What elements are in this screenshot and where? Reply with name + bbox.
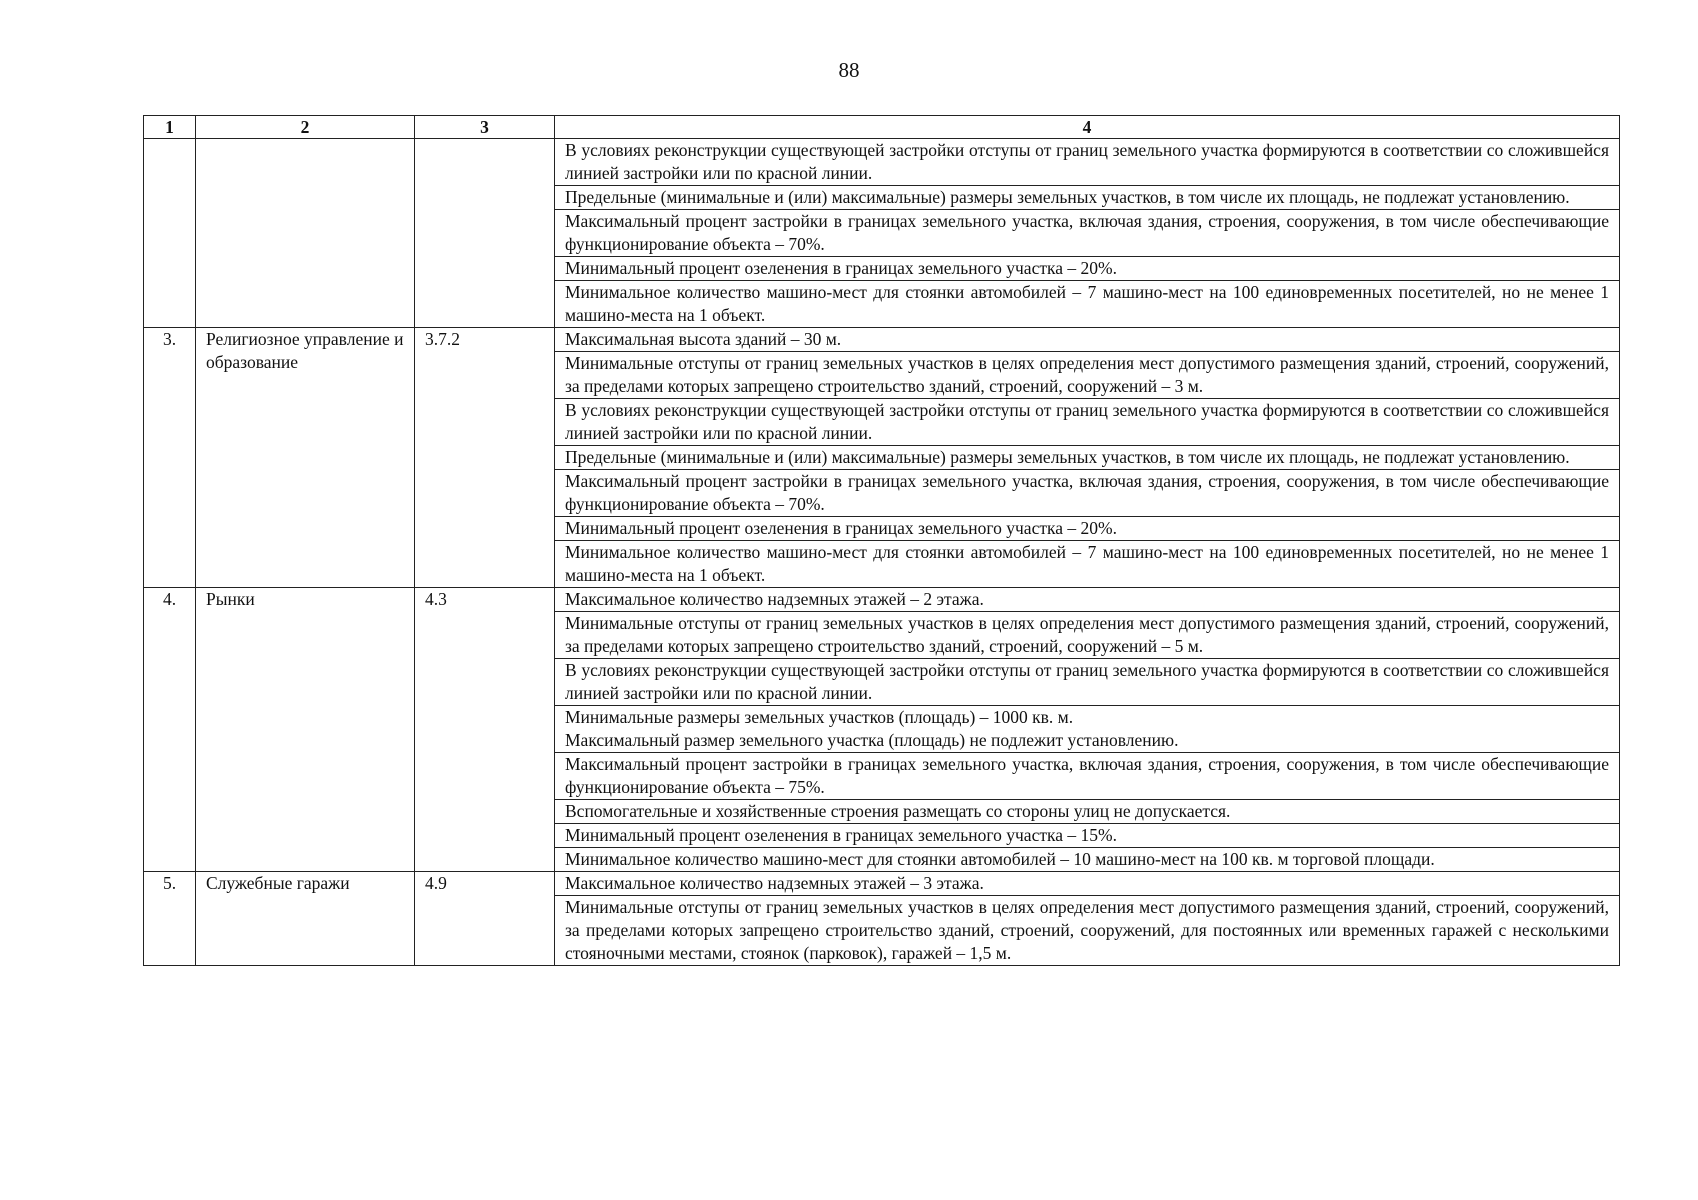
requirement-item: [555, 823, 1619, 847]
requirement-text: Максимальное количество надземных этажей – 3 этажа.: [565, 873, 984, 893]
requirement-text: Вспомогательные и хозяйственные строения размещать со стороны улиц не допускается.: [565, 801, 1231, 821]
requirement-text: В условиях реконструкции существующей застройки отступы от границ земельного участка формируются в соответствии со сложившейся линией застройки или по красной линии.: [565, 660, 1609, 703]
requirement-item: [555, 799, 1619, 823]
use-type-name-cell: Рынки: [196, 588, 415, 872]
use-type-code-cell: 4.3: [415, 588, 555, 872]
table-row: [144, 328, 1620, 588]
requirement-item: [555, 351, 1619, 398]
column-header-3: 3: [415, 116, 555, 139]
table-body: [144, 139, 1620, 966]
requirement-text: Минимальные размеры земельных участков (площадь) – 1000 кв. м.: [565, 707, 1074, 727]
column-header-2: 2: [196, 116, 415, 139]
use-type-name-cell: Служебные гаражи: [196, 872, 415, 966]
requirement-text: В условиях реконструкции существующей застройки отступы от границ земельного участка формируются в соответствии со сложившейся линией застройки или по красной линии.: [565, 140, 1609, 183]
use-type-code-cell: [415, 139, 555, 328]
requirements-cell: [555, 328, 1620, 588]
requirement-item: [555, 872, 1619, 895]
column-header-4: 4: [555, 116, 1620, 139]
row-number-cell: 4.: [144, 588, 196, 872]
requirement-item: [555, 895, 1619, 965]
requirement-text: Максимальное количество надземных этажей – 2 этажа.: [565, 589, 984, 609]
requirement-text: Минимальный процент озеленения в границах земельного участка – 20%.: [565, 258, 1117, 278]
requirements-cell: [555, 872, 1620, 966]
requirement-text: Максимальная высота зданий – 30 м.: [565, 329, 842, 349]
requirement-text: Максимальный процент застройки в границах земельного участка, включая здания, строения, сооружения, в том числе обеспечивающие функционирование объекта – 70%.: [565, 211, 1609, 254]
requirement-text: Минимальные отступы от границ земельных участков в целях определения мест допустимого размещения зданий, строений, сооружений, за пределами которых запрещено строительство зданий, строений, сооружений – 5 м.: [565, 613, 1609, 656]
requirement-item: [555, 185, 1619, 209]
requirement-text: Минимальный процент озеленения в границах земельного участка – 15%.: [565, 825, 1117, 845]
requirements-cell: [555, 139, 1620, 328]
row-number-cell: [144, 139, 196, 328]
page-number: 88: [838, 58, 860, 82]
use-type-name-cell: Религиозное управление и образование: [196, 328, 415, 588]
requirement-text: Предельные (минимальные и (или) максимальные) размеры земельных участков, в том числе их площадь, не подлежат установлению.: [565, 187, 1570, 207]
regulations-table: [143, 115, 1620, 966]
use-type-name-cell: [196, 139, 415, 328]
use-type-code-cell: 4.9: [415, 872, 555, 966]
table-header-row: [144, 116, 1620, 139]
requirement-item: [555, 328, 1619, 351]
row-number-cell: 5.: [144, 872, 196, 966]
requirement-text: Минимальные отступы от границ земельных участков в целях определения мест допустимого размещения зданий, строений, сооружений, за пределами которых запрещено строительство зданий, строений, сооружений, для постоянных или временных гаражей с несколькими стояночными местами, стоянок (парковок), гаражей – 1,5 м.: [565, 897, 1609, 963]
requirement-item: [555, 516, 1619, 540]
requirement-text: Максимальный процент застройки в границах земельного участка, включая здания, строения, сооружения, в том числе обеспечивающие функционирование объекта – 70%.: [565, 471, 1609, 514]
requirement-text: Минимальное количество машино-мест для стоянки автомобилей – 10 машино-мест на 100 кв. м торговой площади.: [565, 849, 1435, 869]
column-header-1: 1: [144, 116, 196, 139]
requirement-text: В условиях реконструкции существующей застройки отступы от границ земельного участка формируются в соответствии со сложившейся линией застройки или по красной линии.: [565, 400, 1609, 443]
requirement-text: Максимальный процент застройки в границах земельного участка, включая здания, строения, сооружения, в том числе обеспечивающие функционирование объекта – 75%.: [565, 754, 1609, 797]
requirement-item: [555, 280, 1619, 327]
use-type-code-cell: 3.7.2: [415, 328, 555, 588]
requirement-text: Максимальный размер земельного участка (площадь) не подлежит установлению.: [565, 730, 1179, 750]
table-row: [144, 588, 1620, 872]
requirement-item: [555, 256, 1619, 280]
table-row: [144, 872, 1620, 966]
requirement-text: Минимальное количество машино-мест для стоянки автомобилей – 7 машино-мест на 100 единовременных посетителей, но не менее 1 машино-места на 1 объект.: [565, 282, 1609, 325]
requirement-text: Предельные (минимальные и (или) максимальные) размеры земельных участков, в том числе их площадь, не подлежат установлению.: [565, 447, 1570, 467]
requirement-item: [555, 588, 1619, 611]
requirements-cell: [555, 588, 1620, 872]
requirement-item: [555, 752, 1619, 799]
requirement-item: [555, 445, 1619, 469]
requirement-item: [555, 705, 1619, 752]
requirement-item: [555, 398, 1619, 445]
requirement-item: [555, 469, 1619, 516]
requirement-item: [555, 847, 1619, 871]
requirement-item: [555, 139, 1619, 185]
requirement-text: Минимальные отступы от границ земельных участков в целях определения мест допустимого размещения зданий, строений, сооружений, за пределами которых запрещено строительство зданий, строений, сооружений – 3 м.: [565, 353, 1609, 396]
row-number-cell: 3.: [144, 328, 196, 588]
requirement-text: Минимальное количество машино-мест для стоянки автомобилей – 7 машино-мест на 100 единовременных посетителей, но не менее 1 машино-места на 1 объект.: [565, 542, 1609, 585]
table-row: [144, 139, 1620, 328]
requirement-item: [555, 209, 1619, 256]
requirement-item: [555, 658, 1619, 705]
requirement-item: [555, 611, 1619, 658]
requirement-text: Минимальный процент озеленения в границах земельного участка – 20%.: [565, 518, 1117, 538]
requirement-item: [555, 540, 1619, 587]
